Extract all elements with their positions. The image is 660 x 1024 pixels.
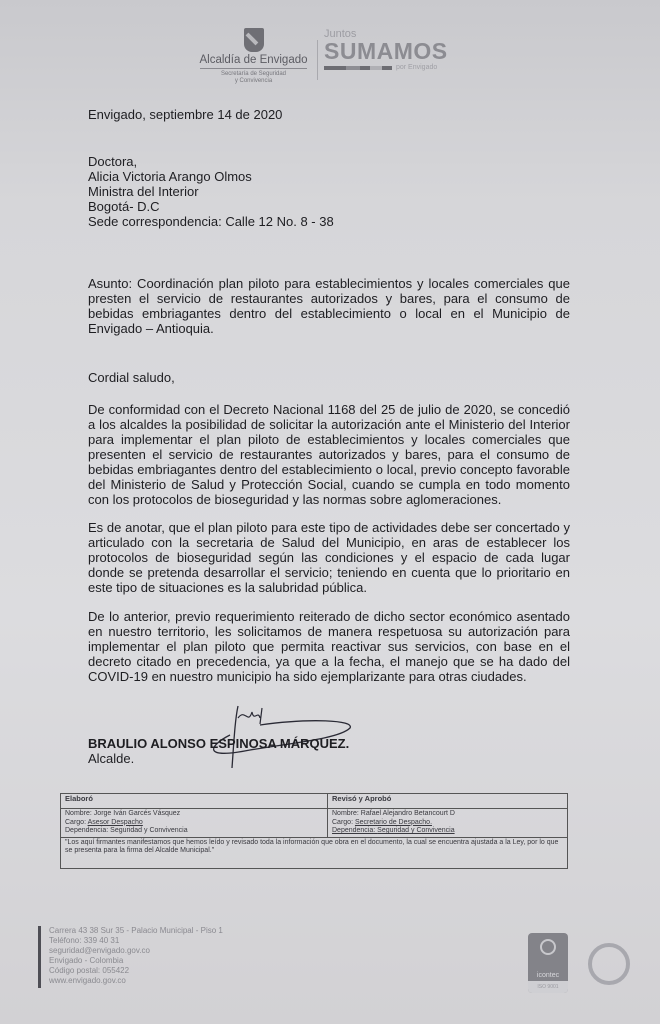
cert-iso: ISO 9001 xyxy=(528,981,568,993)
slogan-bottom: por Envigado xyxy=(396,64,438,71)
reviewed-details xyxy=(328,809,567,837)
slogan-main: SUMAMOS xyxy=(324,38,448,64)
prepared-name: Jorge Iván Garcés Vásquez xyxy=(93,810,181,817)
footer-contact xyxy=(38,926,223,988)
footer-email: seguridad@envigado.gov.co xyxy=(49,946,150,955)
body-paragraph: De lo anterior, previo requerimiento reiterado de dicho sector económico asentado en nuestro territorio, les solicitamos de manera respetuosa su autorización para implementar el plan piloto que permita reactivar sus servicios, con base en el decreto citado en precedencia, ya que a la fecha, el manejo que se ha dado del COVID-19 en nuestro municipio ha sido ejemplarizante para otras ciudades. xyxy=(88,609,570,684)
body-paragraph: De conformidad con el Decreto Nacional 1168 del 25 de julio de 2020, se concedió a los alcaldes la posibilidad de solicitar la autorización ante el Ministerio del Interior para implementar el plan piloto de establecimientos y locales comerciales que presenten el servicio de restaurantes autorizados y bares, para el consumo de bebidas embriagantes dentro del establecimiento o local, previo concepto favorable del Ministerio de Salud y Protección Social, cuando se cumpla en todo momento con los protocolos de bioseguridad y las normas sobre aglomeraciones. xyxy=(88,402,570,507)
label: Cargo: xyxy=(65,818,88,826)
icontec-rings-icon xyxy=(540,939,556,955)
recipient-block xyxy=(88,154,570,229)
label: Nombre: xyxy=(65,810,94,817)
reviewed-header: Revisó y Aprobó xyxy=(332,794,392,803)
recipient-position: Ministra del Interior xyxy=(88,184,199,199)
slogan-logo xyxy=(324,28,464,71)
body-paragraph: Es de anotar, que el plan piloto para este tipo de actividades debe ser concertado y articulado con la secretaria de Salud del Municipio, en aras de establecer los protocolos de bioseguridad según las condiciones y el espacio de cada lugar donde se pretenda desarrollar el servicio; teniendo en cuenta que lo prioritario en este tipo de situaciones es la salubridad pública. xyxy=(88,520,570,595)
disclaimer: "Los aquí firmantes manifestamos que hemos leído y revisado toda la información que obra en el documento, la cual se encuentra ajustada a la Ley, por lo que se presenta para la firma del Alcalde Municipal." xyxy=(61,837,567,868)
label: Dependencia: xyxy=(65,827,111,834)
recipient-name: Alicia Victoria Arango Olmos xyxy=(88,169,252,184)
coat-of-arms-icon xyxy=(244,28,264,52)
footer-address: Carrera 43 38 Sur 35 - Palacio Municipal - Piso 1 xyxy=(49,926,223,935)
certification-seal-icon xyxy=(588,943,630,985)
slogan-top: Juntos xyxy=(324,28,357,40)
footer-postal: Código postal: 055422 xyxy=(49,966,130,975)
recipient-title: Doctora, xyxy=(88,154,138,169)
reviewed-role: Secretario de Despacho. xyxy=(354,818,433,826)
signer-name: BRAULIO ALONSO ESPINOSA MÁRQUEZ. xyxy=(88,736,350,751)
label: Nombre: xyxy=(332,810,361,817)
recipient-address: Sede correspondencia: Calle 12 No. 8 - 38 xyxy=(88,214,334,229)
cert-label: icontec xyxy=(536,972,560,979)
greeting: Cordial saludo, xyxy=(88,370,175,385)
footer-website: www.envigado.gov.co xyxy=(49,976,126,985)
date-line: Envigado, septiembre 14 de 2020 xyxy=(88,107,283,122)
recipient-city: Bogotá- D.C xyxy=(88,199,160,214)
slogan-color-bars xyxy=(324,66,392,70)
org-name: Alcaldía de Envigado xyxy=(199,54,308,66)
alcaldia-logo xyxy=(196,28,311,85)
signer-block xyxy=(88,736,349,766)
logo-rule xyxy=(200,68,307,69)
reviewed-name: Rafael Alejandro Betancourt D xyxy=(360,810,455,817)
prepared-details xyxy=(61,809,328,837)
label: Dependencia: xyxy=(332,827,378,834)
logo-divider xyxy=(317,40,318,80)
org-sub-1: Secretaría de Seguridad xyxy=(220,71,287,77)
icontec-cert-logo xyxy=(528,933,568,993)
footer-country: Envigado - Colombia xyxy=(49,956,124,965)
reviewed-dept: Seguridad y Convivencia xyxy=(377,827,455,834)
approval-table xyxy=(60,793,568,869)
prepared-role: Asesor Despacho xyxy=(87,818,143,826)
label: Cargo: xyxy=(332,818,355,826)
org-sub-2: y Convivencia xyxy=(234,78,273,84)
footer-phone: Teléfono: 339 40 31 xyxy=(49,936,120,945)
prepared-header: Elaboró xyxy=(61,794,328,808)
letterhead xyxy=(196,28,466,98)
subject-line: Asunto: Coordinación plan piloto para establecimientos y locales comerciales que presten el servicio de restaurantes autorizados y bares, para el consumo de bebidas embriagantes dentro del establecimiento o local en el Municipio de Envigado – Antioquia. xyxy=(88,276,570,336)
prepared-dept: Seguridad y Convivencia xyxy=(110,827,188,834)
signer-title: Alcalde. xyxy=(88,751,135,766)
